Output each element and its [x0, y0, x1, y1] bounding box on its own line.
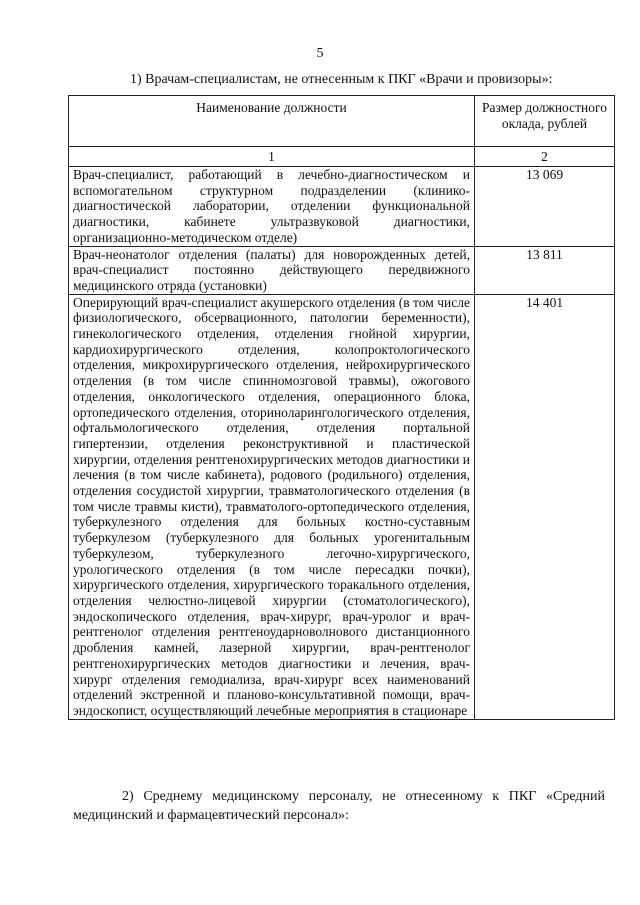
column-number-2: 2 — [475, 147, 615, 167]
page-number: 5 — [316, 46, 324, 61]
salary-cell: 14 401 — [475, 294, 615, 719]
position-cell: Врач-неонатолог отделения (палаты) для новорожденных детей, врач-специалист постоянно действующего передвижного медицинского отряда (установки) — [69, 246, 475, 294]
header-salary: Размер должностного оклада, рублей — [475, 96, 615, 147]
section-2-text: 2) Среднему медицинскому персоналу, не отнесенному к ПКГ «Средний медицинский и фармацевтический персонал»: — [73, 789, 605, 823]
table-row — [69, 167, 615, 247]
table-row — [69, 246, 615, 294]
column-number-row — [69, 147, 615, 167]
salary-table — [68, 95, 615, 720]
column-number-1: 1 — [69, 147, 475, 167]
salary-cell: 13 069 — [475, 167, 615, 247]
section-1-heading: 1) Врачам-специалистам, не отнесенным к ПКГ «Врачи и провизоры»: — [130, 72, 553, 87]
position-cell: Оперирующий врач-специалист акушерского отделения (в том числе физиологического, обсервационного, патологии беременности), гинекологического отделения, отделения гнойной хирургии, кардиохирургического отделения, колопроктологического отделения, микрохирургического отделения, нейрохирургического отделения (в том числе спинномозговой травмы), ожогового отделения, онкологического отделения, операционного блока, ортопедического отделения, оториноларингологического отделения, офтальмологического отделения, отделения портальной гипертензии, отделения реконструктивной и пластической хирургии, отделения рентгенохирургических методов диагностики и лечения (в том числе кабинета), родового (родильного) отделения, отделения сосудистой хирургии, травматологического отделения (в том числе травмы кисти), травматолого-ортопедического отделения, туберкулезного отделения для больных костно-суставным туберкулезом (туберкулезного для больных урогенитальным туберкулезом, туберкулезного легочно-хирургического, урологического отделения (в том числе пересадки почки), хирургического отделения, хирургического торакального отделения, отделения челюстно-лицевой хирургии (стоматологического), эндоскопического отделения, врач-хирург, врач-уролог и врач-рентгенолог отделения рентгеноударноволнового дистанционного дробления камней, лазерной хирургии, врач-рентгенолог рентгенохирургических методов диагностики и лечения, врач-хирург отделения гемодиализа, врач-хирург всех наименований отделений экстренной и планово-консультативной помощи, врач-эндоскопист, осуществляющий лечебные мероприятия в стационаре — [69, 294, 475, 719]
salary-cell: 13 811 — [475, 246, 615, 294]
header-position: Наименование должности — [69, 96, 475, 147]
table-row — [69, 294, 615, 719]
table-header-row — [69, 96, 615, 147]
position-cell: Врач-специалист, работающий в лечебно-диагностическом и вспомогательном структурном подразделении (клинико-диагностической лаборатории, отделении функциональной диагностики, кабинете ультразвуковой диагностики, организационно-методическом отделе) — [69, 167, 475, 247]
